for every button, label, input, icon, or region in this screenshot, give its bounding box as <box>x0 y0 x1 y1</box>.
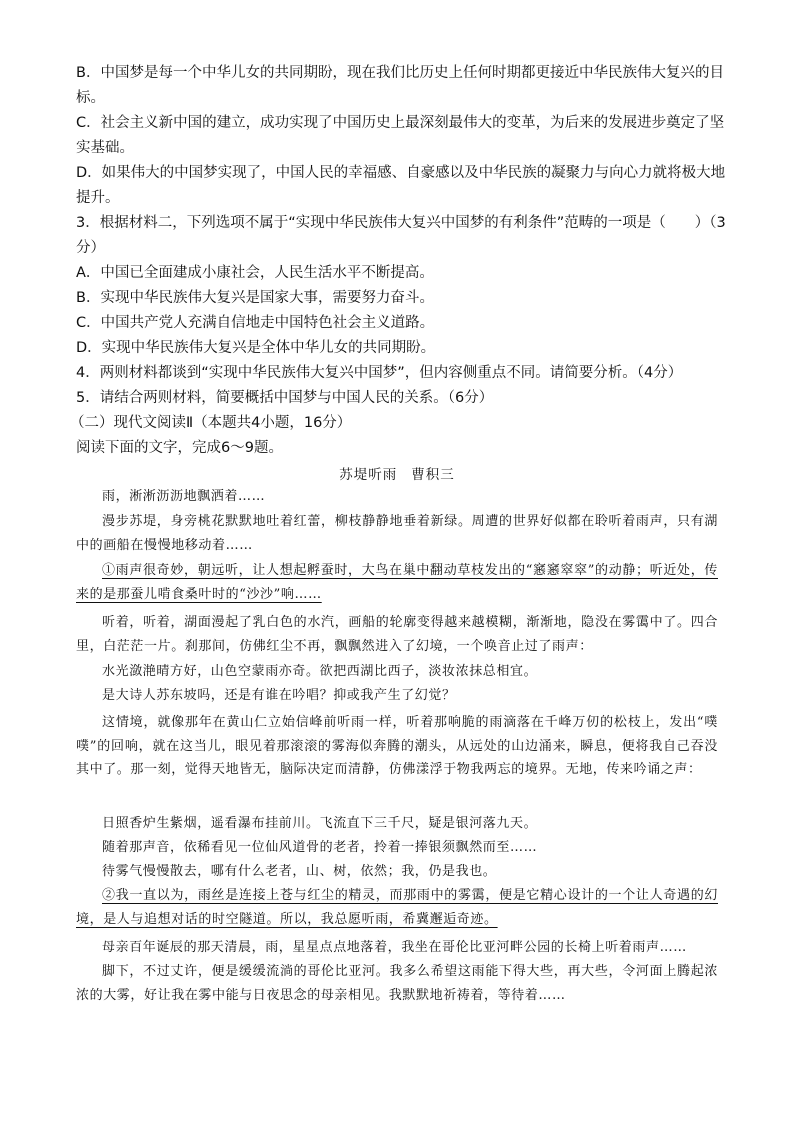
q3-option-c: C．中国共产党人充满自信地走中国特色社会主义道路。 <box>76 315 435 331</box>
article-poem-1: 水光潋滟晴方好，山色空蒙雨亦奇。欲把西湖比西子，淡妆浓抹总相宜。 <box>102 664 538 679</box>
q5: 5．请结合两则材料，简要概括中国梦与中国人民的关系。（6分） <box>76 390 494 406</box>
article-poem-2: 日照香炉生紫烟，遥看瀑布挂前川。飞流直下三千尺，疑是银河落九天。 <box>102 816 538 831</box>
article-paragraph-7: 随着那声音，依稀看见一位仙风道骨的老者，拎着一捧银须飘然而至…… <box>102 840 538 855</box>
article-paragraph-8: 待雾气慢慢散去，哪有什么老者，山、树，依然；我，仍是我也。 <box>102 864 497 879</box>
q3-option-d: D．实现中华民族伟大复兴是全体中华儿女的共同期盼。 <box>76 340 436 356</box>
q2-option-c: C．社会主义新中国的建立，成功实现了中国历史上最深刻最伟大的变革，为后来的发展进步奠定了坚实基础。 <box>76 115 725 156</box>
article-paragraph-3-underlined: ①雨声很奇妙，朝远听，让人想起孵蚕时，大鸟在巢中翻动草枝发出的“窸窸窣窣”的动静；听近处，传来的是那蚕儿啃食桑叶时的“沙沙”响…… <box>76 563 718 602</box>
article-paragraph-11: 脚下，不过丈许，便是缓缓流淌的哥伦比亚河。我多么希望这雨能下得大些，再大些，令河面上腾起浓浓的大雾，好让我在雾中能与日夜思念的母亲相见。我默默地祈祷着，等待着…… <box>76 964 718 1003</box>
article-paragraph-4: 听着，听着，湖面漫起了乳白色的水汽，画船的轮廓变得越来越模糊，渐渐地，隐没在雾霭中了。四合里，白茫茫一片。刹那间，仿佛红尘不再，飘飘然进入了幻境，一个唤音止过了雨声： <box>76 615 718 654</box>
q3-option-a: A．中国已全面建成小康社会，人民生活水平不断提高。 <box>76 265 434 281</box>
reading-instruction: 阅读下面的文字，完成6～9题。 <box>76 440 283 456</box>
article-paragraph-10: 母亲百年诞辰的那天清晨，雨，星星点点地落着，我坐在哥伦比亚河畔公园的长椅上听着雨声…… <box>102 940 687 955</box>
section-heading: （二）现代文阅读Ⅱ（本题共4小题，16分） <box>70 415 352 431</box>
article-title-line <box>0 463 794 483</box>
article-paragraph-5: 是大诗人苏东坡吗，还是有谁在吟唱？抑或我产生了幻觉？ <box>102 688 456 703</box>
article-paragraph-9-underlined: ②我一直以为，雨丝是连接上苍与红尘的精灵，而那雨中的雾霭，便是它精心设计的一个让人奇遇的幻境，是人与追想对话的时空隧道。所以，我总愿听雨，希冀邂逅奇迹。 <box>76 888 718 927</box>
article-paragraph-6: 这情境，就像那年在黄山仁立始信峰前听雨一样，听着那响脆的雨滴落在千峰万仞的松枝上，发出“噗噗”的回响，就在这当儿，眼见着那滚滚的雾海似奔腾的潮头，从远处的山边涌来，瞬息，便将我自己吞没其中了。那一刻，觉得天地皆无，脑际决定而清静，仿佛漾浮于物我两忘的境界。无地，传来吟诵之声： <box>76 715 718 778</box>
q3-option-b: B．实现中华民族伟大复兴是国家大事，需要努力奋斗。 <box>76 290 434 306</box>
q2-option-b: B．中国梦是每一个中华儿女的共同期盼，现在我们比历史上任何时期都更接近中华民族伟大复兴的目标。 <box>76 65 724 106</box>
q3-stem: 3．根据材料二，下列选项不属于“实现中华民族伟大复兴中国梦的有利条件”范畴的一项是（ ）（3分） <box>76 215 726 256</box>
article-paragraph-2: 漫步苏堤，身旁桃花默默地吐着红蕾，柳枝静静地垂着新绿。周遭的世界好似都在聆听着雨声，只有湖中的画船在慢慢地移动着…… <box>76 514 718 553</box>
article-author: 曹积三 <box>411 467 455 483</box>
article-paragraph-1: 雨，淅淅沥沥地飘洒着…… <box>102 489 266 504</box>
article-title: 苏堤听雨 <box>339 467 398 483</box>
q2-option-d: D．如果伟大的中国梦实现了，中国人民的幸福感、自豪感以及中华民族的凝聚力与向心力就将极大地提升。 <box>76 165 726 206</box>
q4: 4．两则材料都谈到“实现中华民族伟大复兴中国梦”，但内容侧重点不同。请简要分析。（4分） <box>76 365 683 381</box>
